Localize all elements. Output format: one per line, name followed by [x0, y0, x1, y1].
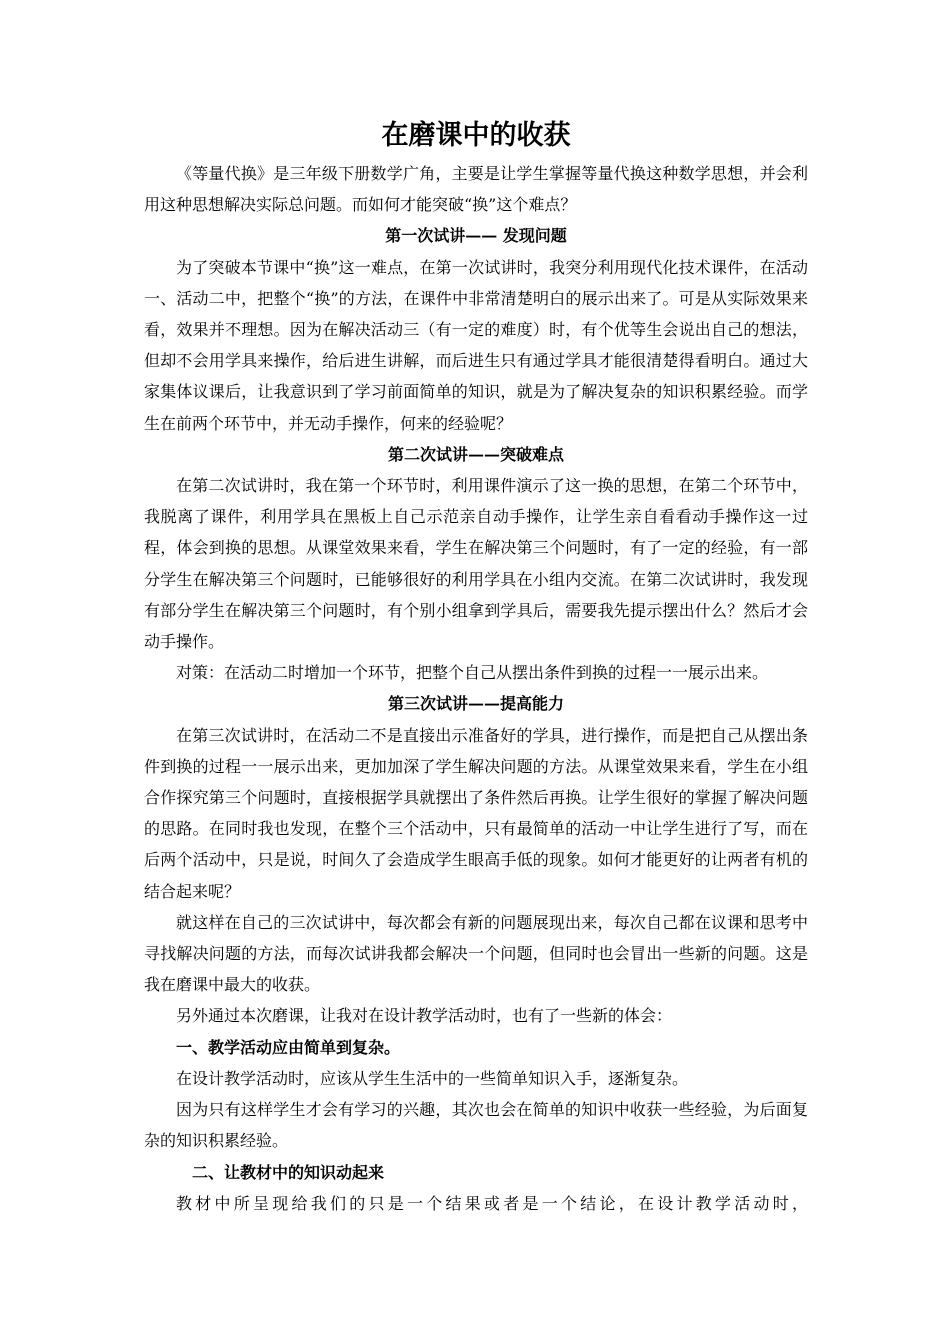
section-heading-3: 第三次试讲——提高能力: [387, 694, 564, 714]
section-1-paragraph: 为了突破本节课中“换”这一难点，在第一次试讲时，我突分利用现代化技术课件，在活动一、活动二中，把整个“换”的方法，在课件中非常清楚明白的展示出来了。可是从实际效果来看，效果并不理想。因为在解决活动三（有一定的难度）时，有个优等生会说出自己的想法，但却不会用学具来操作，给后进生讲解，而后进生只有通过学具才能很清楚得看明白。通过大家集体议课后，让我意识到了学习前面简单的知识，就是为了解决复杂的知识积累经验。而学生在前两个环节中，并无动手操作，何来的经验呢？: [144, 257, 808, 433]
section-heading-2: 第二次试讲——突破难点: [387, 444, 564, 464]
section-2-paragraph: 在第二次试讲时，我在第一个环节时，利用课件演示了这一换的思想，在第二个环节中，我脱离了课件，利用学具在黑板上自己示范亲自动手操作，让学生亲自看看动手操作这一过程，体会到换的思想。从课堂效果来看，学生在解决第三个问题时，有了一定的经验，有一部分学生在解决第三个问题时，已能够很好的利用学具在小组内交流。在第二次试讲时，我发现有部分学生在解决第三个问题时，有个别小组拿到学具后，需要我先提示摆出什么？然后才会动手操作。: [144, 476, 808, 652]
section-heading-1: 第一次试讲—— 发现问题: [385, 226, 567, 246]
point-1-paragraph-2: 因为只有这样学生才会有学习的兴趣，其次也会在简单的知识中收获一些经验，为后面复杂的知识积累经验。: [144, 1100, 808, 1151]
point-2-paragraph-1: 教材中所呈现给我们的只是一个结果或者是一个结论，在设计教学活动时，: [176, 1193, 808, 1213]
summary-paragraph: 就这样在自己的三次试讲中，每次都会有新的问题展现出来，每次自己都在议课和思考中寻找解决问题的方法，而每次试讲我都会解决一个问题，但同时也会冒出一些新的问题。这是我在磨课中最大的收获。: [144, 912, 808, 995]
document-title: 在磨课中的收获: [381, 120, 571, 151]
reflection-intro: 另外通过本次磨课，让我对在设计教学活动时，也有了一些新的体会：: [176, 1006, 673, 1026]
point-1-heading: 一、教学活动应由简单到复杂。: [176, 1037, 401, 1057]
intro-paragraph: 《等量代换》是三年级下册数学广角，主要是让学生掌握等量代换这种数学思想，并会利用这种思想解决实际总问题。而如何才能突破“换”这个难点？: [144, 164, 808, 215]
point-1-paragraph-1: 在设计教学活动时，应该从学生生活中的一些简单知识入手，逐渐复杂。: [176, 1068, 689, 1088]
section-3-paragraph: 在第三次试讲时，在活动二不是直接出示准备好的学具，进行操作，而是把自己从摆出条件到换的过程一一展示出来，更加加深了学生解决问题的方法。从课堂效果来看，学生在小组合作探究第三个问题时，直接根据学具就摆出了条件然后再换。让学生很好的掌握了解决问题的思路。在同时我也发现，在整个三个活动中，只有最简单的活动一中让学生进行了写，而在后两个活动中，只是说，时间久了会造成学生眼高手低的现象。如何才能更好的让两者有机的结合起来呢？: [144, 725, 808, 901]
document-page: [144, 114, 808, 1219]
point-2-heading: 二、让教材中的知识动起来: [192, 1162, 385, 1182]
section-2-strategy: 对策：在活动二时增加一个环节，把整个自己从摆出条件到换的过程一一展示出来。: [176, 663, 769, 683]
